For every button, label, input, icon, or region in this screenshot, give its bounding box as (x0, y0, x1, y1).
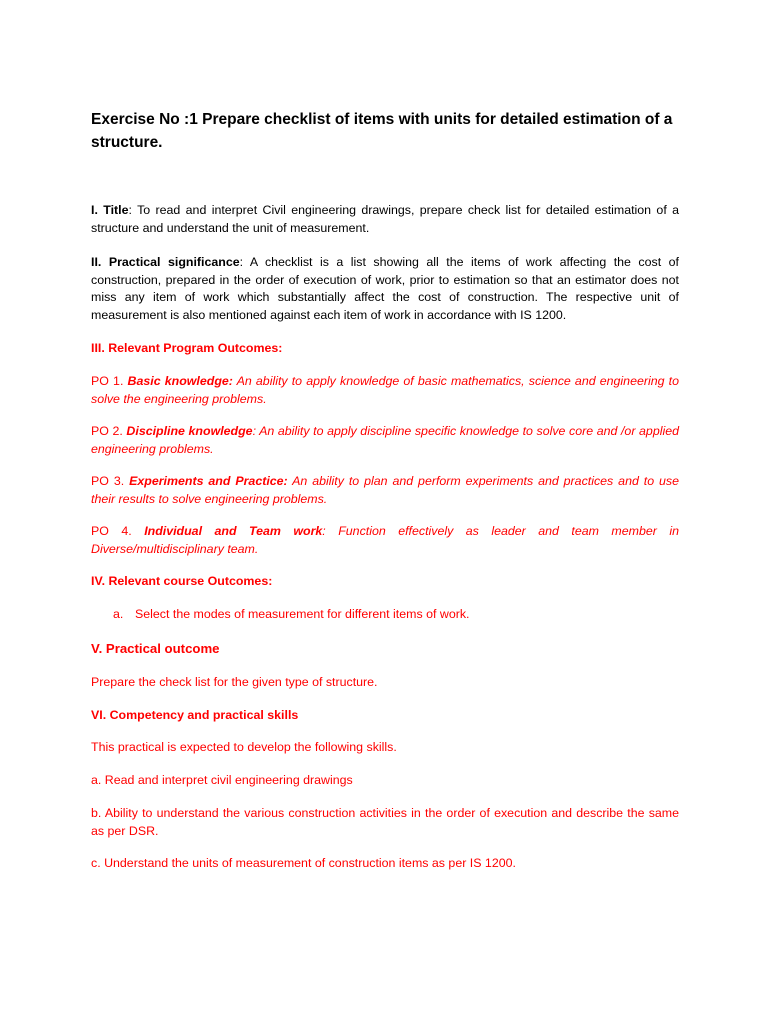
course-outcome-item (113, 606, 673, 624)
significance-paragraph (91, 254, 679, 324)
list-marker: a. (113, 607, 124, 621)
title-text: : To read and interpret Civil engineering drawings, prepare check list for detailed estimation of a structure and understand the unit of measurement. (91, 203, 680, 235)
program-outcomes-heading: III. Relevant Program Outcomes: (91, 341, 283, 355)
skill-item: b. Ability to understand the various construction activities in the order of execution and describe the same as per DSR. (91, 806, 679, 838)
significance-text: : A checklist is a list showing all the items of work affecting the cost of construction, prepared in the order of execution of work, prior to estimation so that an estimator does not miss any item of work which substantially affect the cost of construction. The respective unit of measurement is also mentioned against each item of work in accordance with IS 1200. (91, 255, 679, 322)
competency-intro: This practical is expected to develop the following skills. (91, 740, 397, 754)
po-name: Basic knowledge: (127, 374, 233, 388)
po-number: PO 4. (91, 524, 145, 538)
po-item (91, 523, 679, 558)
po-description: An ability to plan and perform experiments and practices and to use their results to solve engineering problems. (91, 474, 680, 506)
practical-outcome-text: Prepare the check list for the given type of structure. (91, 675, 378, 689)
po-number: PO 3. (91, 474, 130, 488)
po-name: Experiments and Practice: (129, 474, 288, 488)
competency-heading: VI. Competency and practical skills (91, 708, 299, 722)
exercise-heading: Exercise No :1 Prepare checklist of items with units for detailed estimation of a structure. (91, 111, 673, 151)
po-name: Individual and Team work (144, 524, 323, 538)
po-number: PO 1. (91, 374, 128, 388)
course-outcome-text: Select the modes of measurement for different items of work. (135, 607, 470, 621)
po-item (91, 473, 679, 508)
title-paragraph (91, 202, 679, 237)
po-item (91, 423, 679, 458)
po-name: Discipline knowledge (126, 424, 253, 438)
po-item (91, 373, 679, 408)
course-outcomes-heading: IV. Relevant course Outcomes: (91, 574, 273, 588)
practical-outcome-heading: V. Practical outcome (91, 641, 220, 656)
po-description: : Function effectively as leader and team member in Diverse/multidisciplinary team. (91, 524, 679, 556)
po-number: PO 2. (91, 424, 127, 438)
title-label: I. Title (91, 203, 129, 217)
po-description: : An ability to apply discipline specific knowledge to solve core and /or applied engineering problems. (91, 424, 680, 456)
significance-label: II. Practical significance (91, 255, 240, 269)
po-description: An ability to apply knowledge of basic mathematics, science and engineering to solve the engineering problems. (91, 374, 679, 406)
skill-item: c. Understand the units of measurement of construction items as per IS 1200. (91, 856, 516, 870)
skill-item: a. Read and interpret civil engineering drawings (91, 773, 353, 787)
